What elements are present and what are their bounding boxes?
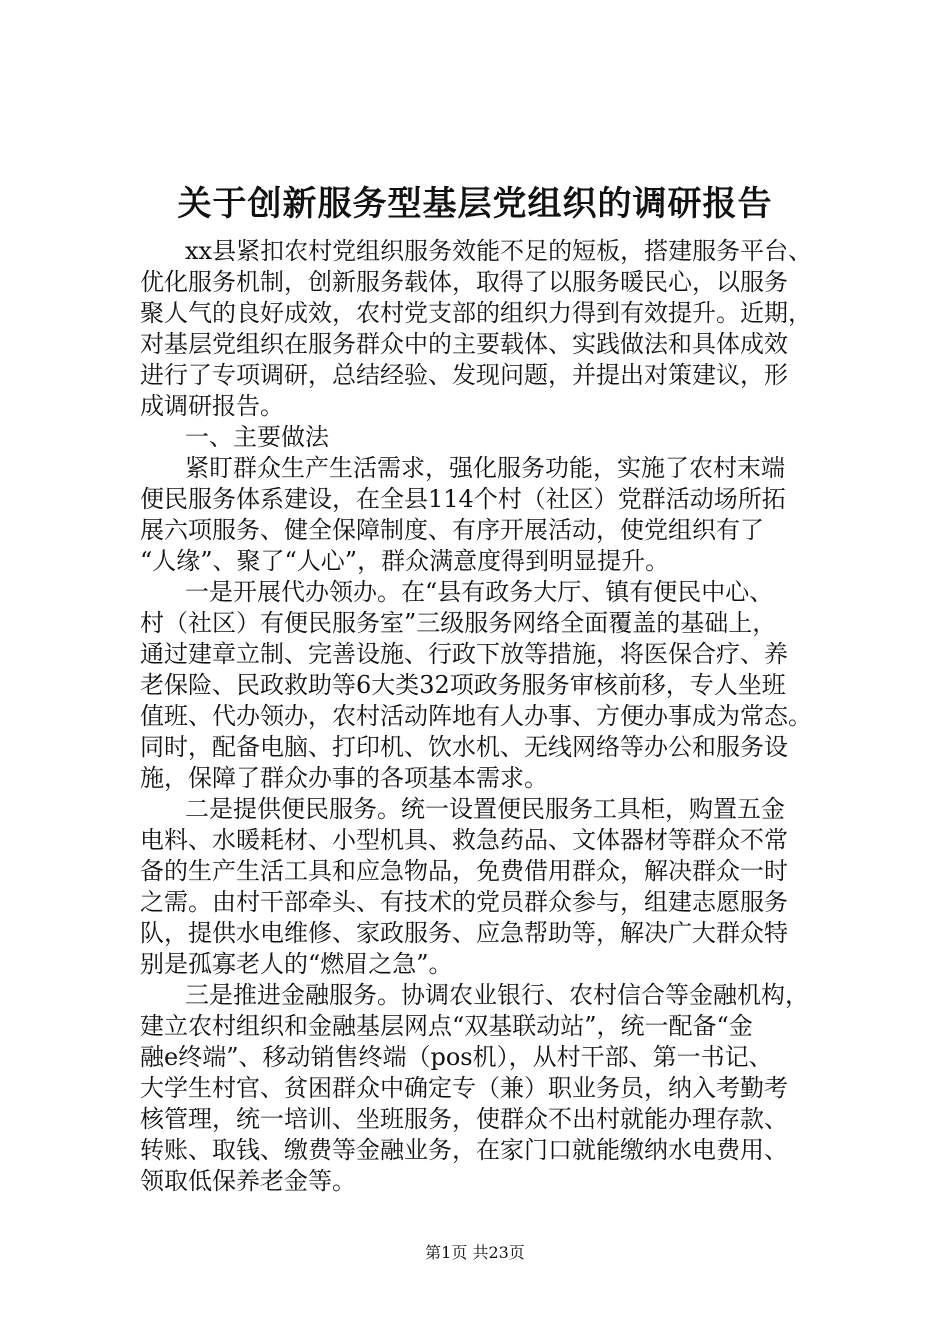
paragraph-line: 进行了专项调研，总结经验、发现问题，并提出对策建议，形: [140, 361, 788, 389]
page-footer: 第1页 共23页: [425, 1243, 525, 1262]
paragraph-line: 电料、水暖耗材、小型机具、救急药品、文体器材等群众不常: [140, 826, 788, 854]
paragraph-line: 领取低保养老金等。: [140, 1167, 356, 1195]
paragraph-line: 施，保障了群众办事的各项基本需求。: [140, 764, 548, 792]
paragraph-line: 展六项服务、健全保障制度、有序开展活动，使党组织有了: [140, 516, 764, 544]
paragraph-line: 融e终端”、移动销售终端（pos机），从村干部、第一书记、: [140, 1043, 773, 1071]
paragraph-line: 之需。由村干部牵头、有技术的党员群众参与，组建志愿服务: [140, 888, 788, 916]
paragraph-line: 老保险、民政救助等6大类32项政务服务审核前移，专人坐班: [140, 671, 786, 699]
paragraph-line: 紧盯群众生产生活需求，强化服务功能，实施了农村末端: [185, 454, 785, 482]
paragraph-line: 备的生产生活工具和应急物品，免费借用群众，解决群众一时: [140, 857, 788, 885]
paragraph-line: 队，提供水电维修、家政服务、应急帮助等，解决广大群众特: [140, 919, 788, 947]
paragraph-line: xx县紧扣农村党组织服务效能不足的短板，搭建服务平台、: [185, 237, 813, 265]
paragraph-line: 核管理，统一培训、坐班服务，使群众不出村就能办理存款、: [140, 1105, 788, 1133]
paragraph-line: 三是推进金融服务。协调农业银行、农村信合等金融机构，: [185, 981, 809, 1009]
paragraph-line: 一是开展代办领办。在“县有政务大厅、镇有便民中心、: [185, 578, 774, 606]
paragraph-line: 聚人气的良好成效，农村党支部的组织力得到有效提升。近期，: [140, 299, 812, 327]
paragraph-line: 村（社区）有便民服务室”三级服务网络全面覆盖的基础上，: [140, 609, 777, 637]
paragraph-line: 转账、取钱、缴费等金融业务，在家门口就能缴纳水电费用、: [140, 1136, 788, 1164]
paragraph-line: 值班、代办领办，农村活动阵地有人办事、方便办事成为常态。: [140, 702, 812, 730]
document-body: [140, 236, 852, 1197]
paragraph-line: 对基层党组织在服务群众中的主要载体、实践做法和具体成效: [140, 330, 788, 358]
paragraph-line: 成调研报告。: [140, 392, 284, 420]
paragraph-line: 通过建章立制、完善设施、行政下放等措施，将医保合疗、养: [140, 640, 788, 668]
paragraph-line: 优化服务机制，创新服务载体，取得了以服务暖民心，以服务: [140, 268, 788, 296]
paragraph-line: “人缘”、聚了“人心”，群众满意度得到明显提升。: [140, 547, 670, 575]
paragraph-line: 二是提供便民服务。统一设置便民服务工具柜，购置五金: [185, 795, 785, 823]
paragraph-line: 大学生村官、贫困群众中确定专（兼）职业务员，纳入考勤考: [140, 1074, 788, 1102]
paragraph-line: 同时，配备电脑、打印机、饮水机、无线网络等办公和服务设: [140, 733, 788, 761]
page-title: 关于创新服务型基层党组织的调研报告: [177, 184, 773, 224]
paragraph-line: 便民服务体系建设，在全县114个村（社区）党群活动场所拓: [140, 485, 786, 513]
paragraph-line: 建立农村组织和金融基层网点“双基联动站”，统一配备“金: [140, 1012, 753, 1040]
section-heading: 一、主要做法: [185, 423, 329, 451]
paragraph-line: 别是孤寡老人的“燃眉之急”。: [140, 950, 453, 978]
